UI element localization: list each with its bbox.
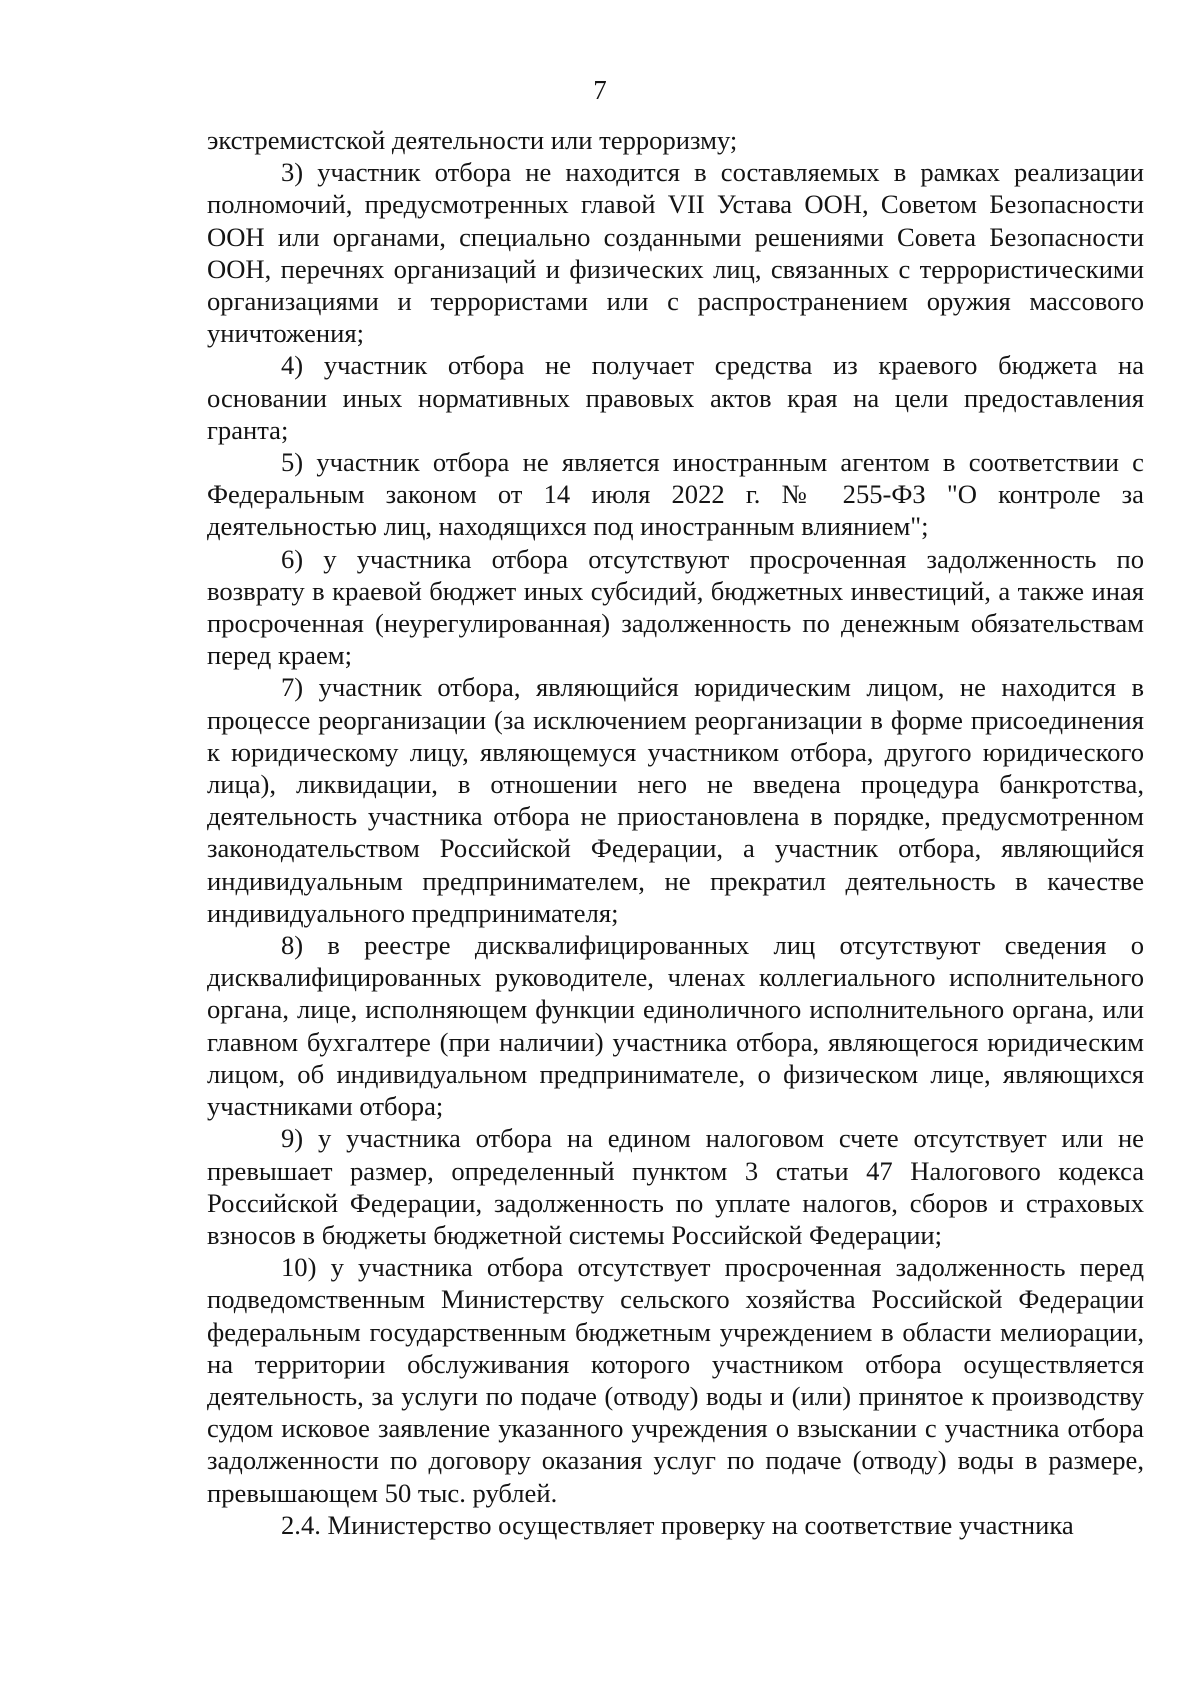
paragraph-item-8: 8) в реестре дисквалифицированных лиц отсутствуют сведения о дисквалифицированных руководителе, членах коллегиального исполнительного органа, лице, исполняющем функции единоличного исполнительного органа, или главном бухгалтере (при наличии) участника отбора, являющегося юридическим лицом, об индивидуальном предпринимателе, о физическом лице, являющихся участниками отбора; xyxy=(207,930,1144,1122)
paragraph-item-3: 3) участник отбора не находится в составляемых в рамках реализации полномочий, предусмотренных главой VII Устава ООН, Советом Безопасности ООН или органами, специально созданными решениями Совета Безопасности ООН, перечнях организаций и физических лиц, связанных с террористическими организациями и террористами или с распространением оружия массового уничтожения; xyxy=(207,157,1144,349)
paragraph-continuation: экстремистской деятельности или терроризму; xyxy=(207,125,738,155)
page-number: 7 xyxy=(593,75,607,105)
paragraph-section-2-4: 2.4. Министерство осуществляет проверку на соответствие участника xyxy=(281,1509,1074,1540)
paragraph-item-4: 4) участник отбора не получает средства из краевого бюджета на основании иных нормативных правовых актов края на цели предоставления гранта; xyxy=(207,350,1144,445)
paragraph-item-7: 7) участник отбора, являющийся юридическим лицом, не находится в процессе реорганизации (за исключением реорганизации в форме присоединения к юридическому лицу, являющемуся участником отбора, другого юридического лица), ликвидации, в отношении него не введена процедура банкротства, деятельность участника отбора не приостановлена в порядке, предусмотренном законодательством Российской Федерации, а участник отбора, являющийся индивидуальным предпринимателем, не прекратил деятельность в качестве индивидуального предпринимателя; xyxy=(207,672,1144,928)
paragraph-item-9: 9) у участника отбора на едином налоговом счете отсутствует или не превышает размер, определенный пунктом 3 статьи 47 Налогового кодекса Российской Федерации, задолженность по уплате налогов, сборов и страховых взносов в бюджеты бюджетной системы Российской Федерации; xyxy=(207,1123,1144,1250)
paragraph-item-10: 10) у участника отбора отсутствует просроченная задолженность перед подведомственным Министерству сельского хозяйства Российской Федерации федеральным государственным бюджетным учреждением в области мелиорации, на территории обслуживания которого участником отбора осуществляется деятельность, за услуги по подаче (отводу) воды и (или) принятое к производству судом исковое заявление указанного учреждения о взыскании с участника отбора задолженности по договору оказания услуг по подаче (отводу) воды в размере, превышающем 50 тыс. рублей. xyxy=(207,1252,1144,1508)
paragraph-item-5: 5) участник отбора не является иностранным агентом в соответствии с Федеральным законом от 14 июля 2022 г. № 255-ФЗ "О контроле за деятельностью лиц, находящихся под иностранным влиянием"; xyxy=(207,447,1144,542)
document-body xyxy=(207,124,1144,1541)
paragraph-item-6: 6) у участника отбора отсутствуют просроченная задолженность по возврату в краевой бюджет иных субсидий, бюджетных инвестиций, а также иная просроченная (неурегулированная) задолженность по денежным обязательствам перед краем; xyxy=(207,543,1144,671)
